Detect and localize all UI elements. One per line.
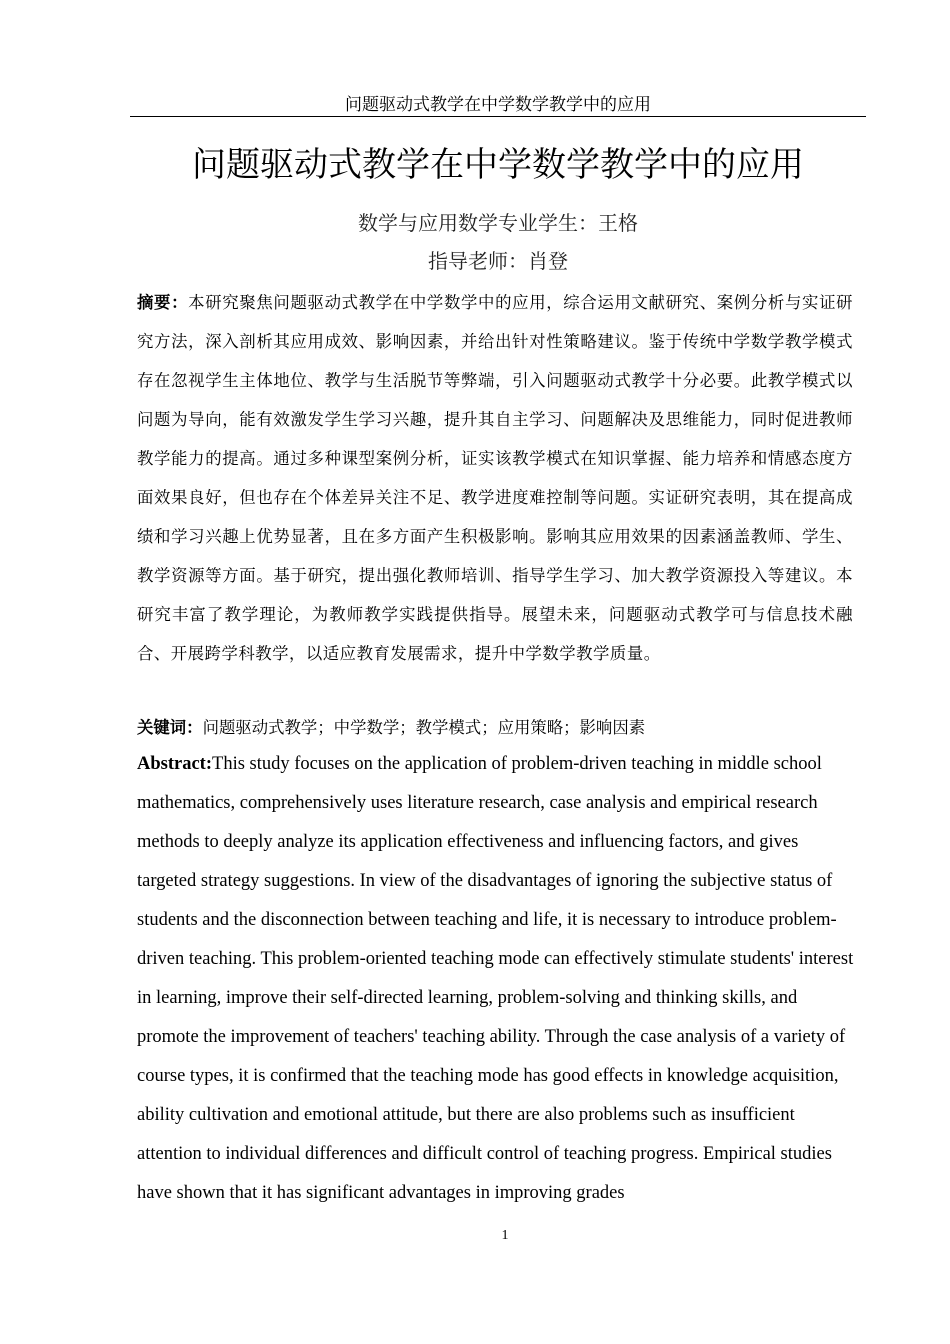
author-student: 数学与应用数学专业学生：王格 xyxy=(358,211,638,235)
keywords-label: 关键词： xyxy=(137,718,203,737)
page-number: 1 xyxy=(501,1228,509,1243)
abstract-english xyxy=(137,745,859,1213)
keywords-body: 问题驱动式教学；中学数学；教学模式；应用策略；影响因素 xyxy=(202,718,646,737)
abstract-chinese xyxy=(137,283,853,673)
abstract-cn-body: 本研究聚焦问题驱动式教学在中学数学中的应用，综合运用文献研究、案例分析与实证研究方法，深入剖析其应用成效、影响因素，并给出针对性策略建议。鉴于传统中学数学教学模式存在忽视学生主体地位、教学与生活脱节等弊端，引入问题驱动式教学十分必要。此教学模式以问题为导向，能有效激发学生学习兴趣，提升其自主学习、问题解决及思维能力，同时促进教师教学能力的提高。通过多种课型案例分析，证实该教学模式在知识掌握、能力培养和情感态度方面效果良好，但也存在个体差异关注不足、教学进度难控制等问题。实证研究表明，其在提高成绩和学习兴趣上优势显著，且在多方面产生积极影响。影响其应用效果的因素涵盖教师、学生、教学资源等方面。基于研究，提出强化教师培训、指导学生学习、加大教学资源投入等建议。本研究丰富了教学理论，为教师教学实践提供指导。展望未来，问题驱动式教学可与信息技术融合、开展跨学科教学，以适应教育发展需求，提升中学数学教学质量。 xyxy=(137,293,854,663)
keywords-chinese xyxy=(137,713,853,743)
abstract-en-label: Abstract: xyxy=(137,754,213,774)
document-title: 问题驱动式教学在中学数学教学中的应用 xyxy=(192,145,804,185)
author-advisor: 指导老师：肖登 xyxy=(428,249,568,273)
running-header: 问题驱动式教学在中学数学教学中的应用 xyxy=(130,94,866,117)
abstract-en-body: This study focuses on the application of problem-driven teaching in middle school mathematics, comprehensively uses literature research, case analysis and empirical research methods to deeply analyze its application effectiveness and influencing factors, and gives targeted strategy suggestions. In view of the disadvantages of ignoring the subjective status of students and the disconnection between teaching and life, it is necessary to introduce problem-driven teaching. This problem-oriented teaching mode can effectively stimulate students' interest in learning, improve their self-directed learning, problem-solving and thinking skills, and promote the improvement of teachers' teaching ability. Through the case analysis of a variety of course types, it is confirmed that the teaching mode has good effects in knowledge acquisition, ability cultivation and emotional attitude, but there are also problems such as insufficient attention to individual differences and difficult control of teaching progress. Empirical studies have shown that it has significant advantages in improving grades xyxy=(137,754,854,1203)
abstract-cn-label: 摘要 xyxy=(137,293,172,312)
abstract-cn-separator: ： xyxy=(171,293,189,312)
